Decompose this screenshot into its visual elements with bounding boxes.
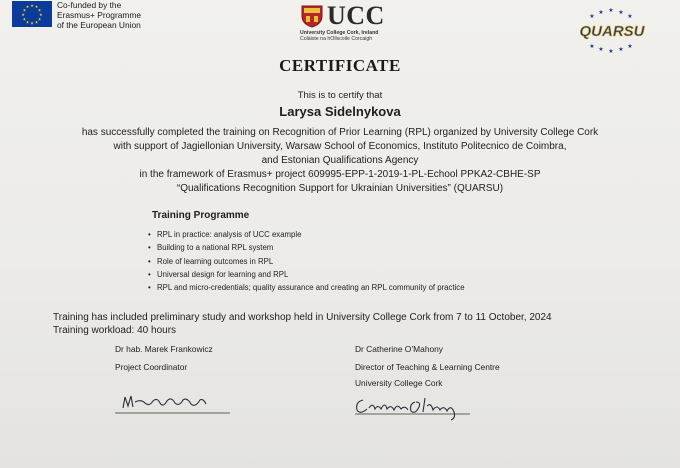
programme-item: • RPL in practice: analysis of UCC example — [148, 228, 465, 241]
svg-text:★: ★ — [627, 43, 633, 50]
svg-text:★: ★ — [39, 11, 43, 17]
right-signatory-role: Director of Teaching & Learning Centre — [355, 362, 500, 372]
svg-text:★: ★ — [22, 16, 27, 22]
svg-text:★: ★ — [608, 48, 614, 54]
training-workload: Training workload: 40 hours — [53, 325, 177, 336]
svg-text:★: ★ — [37, 16, 42, 22]
ucc-crest-icon — [300, 4, 324, 28]
svg-text:★: ★ — [598, 46, 604, 53]
svg-text:★: ★ — [21, 11, 25, 17]
programme-list — [148, 228, 465, 294]
svg-text:★: ★ — [589, 43, 595, 50]
eu-line-3: of the European Union — [57, 20, 141, 30]
svg-text:★: ★ — [37, 7, 42, 13]
svg-text:★: ★ — [589, 13, 595, 20]
right-signatory-org: University College Cork — [355, 378, 443, 388]
certificate-title: CERTIFICATE — [279, 56, 401, 75]
quarsu-logo-text: QUARSU — [579, 23, 645, 40]
recipient-name: Larysa Sidelnykova — [279, 104, 401, 119]
svg-text:★: ★ — [598, 9, 604, 16]
body-line-2: with support of Jagiellonian University, Warsaw School of Economics, Instituto Politecnico de Coimbra, — [113, 141, 567, 152]
right-signature — [345, 390, 485, 424]
quarsu-logo — [566, 4, 656, 54]
svg-text:★: ★ — [22, 7, 27, 13]
svg-text:★: ★ — [618, 9, 624, 16]
svg-text:★: ★ — [608, 7, 614, 14]
eu-line-1: Co-funded by the — [57, 0, 122, 10]
svg-text:★: ★ — [30, 3, 34, 8]
svg-text:★: ★ — [25, 19, 30, 25]
svg-text:★: ★ — [34, 19, 39, 25]
body-line-3: and Estonian Qualifications Agency — [261, 155, 419, 166]
programme-item: • Role of learning outcomes in RPL — [148, 255, 465, 268]
body-line-5: “Qualifications Recognition Support for Ukrainian Universities” (QUARSU) — [176, 183, 504, 194]
body-line-4: in the framework of Erasmus+ project 609995-EPP-1-2019-1-PL-Echool PPKA2-CBHE-SP — [139, 169, 541, 180]
right-signatory-name: Dr Catherine O’Mahony — [355, 344, 443, 354]
programme-item: • Universal design for learning and RPL — [148, 268, 465, 281]
svg-text:★: ★ — [618, 46, 624, 53]
svg-text:★: ★ — [34, 4, 39, 10]
svg-text:★: ★ — [627, 13, 633, 20]
ucc-logo-text: UCC — [327, 1, 385, 30]
svg-text:★: ★ — [30, 20, 34, 26]
ucc-irish-name: Coláiste na hOllscoile Corcaigh — [300, 36, 373, 42]
ucc-name: University College Cork, Ireland — [300, 30, 379, 36]
training-note: Training has included preliminary study and workshop held in University College Cork from 7 to 11 October, 2024 — [53, 312, 552, 323]
certify-line: This is to certify that — [297, 90, 383, 101]
eu-cofunded-text — [57, 0, 141, 30]
programme-item: • Building to a national RPL system — [148, 241, 465, 254]
body-line-1: has successfully completed the training on Recognition of Prior Learning (RPL) organized by University College Cork — [81, 127, 599, 138]
left-signatory-name: Dr hab. Marek Frankowicz — [115, 344, 213, 354]
programme-title: Training Programme — [152, 210, 250, 221]
left-signature — [105, 388, 235, 418]
svg-text:★: ★ — [25, 4, 30, 10]
programme-item: • RPL and micro-credentials; quality assurance and creating an RPL community of practice — [148, 281, 465, 294]
left-signatory-role: Project Coordinator — [115, 362, 188, 372]
eu-line-2: Erasmus+ Programme — [57, 10, 142, 20]
eu-flag-icon — [12, 1, 52, 27]
